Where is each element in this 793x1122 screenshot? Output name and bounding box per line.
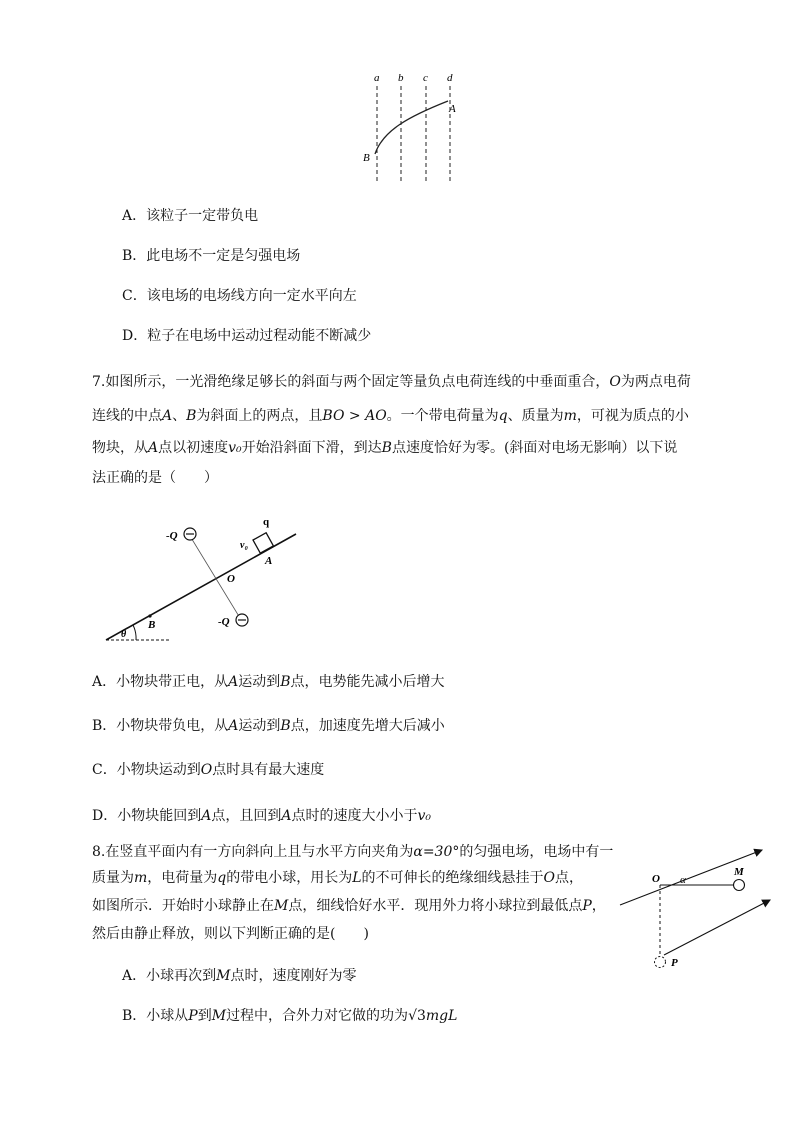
- label-d: d: [447, 72, 453, 84]
- q6-option-d: D．粒子在电场中运动过程动能不断减少: [122, 328, 372, 344]
- q7-stem-line-1: 7.如图所示，一光滑绝缘足够长的斜面与两个固定等量负点电荷连线的中垂面重合，O为两点电荷: [92, 374, 691, 390]
- label-q: q: [263, 516, 270, 528]
- label-charge-top: -Q: [166, 530, 178, 542]
- label-alpha: α: [680, 874, 686, 886]
- q7-option-b: B．小物块带负电，从A运动到B点，加速度先增大后减小: [92, 718, 445, 734]
- q6-field-figure: [355, 68, 465, 188]
- q8-option-b: B．小球从P到M过程中，合外力对它做的功为√3mgL: [122, 1008, 458, 1024]
- q6-option-c: C．该电场的电场线方向一定水平向左: [122, 288, 357, 304]
- q7-incline-figure: [100, 512, 305, 647]
- label-c: c: [423, 72, 428, 84]
- q8-stem-line-2: 质量为m，电荷量为q的带电小球，用长为L的不可伸长的绝缘细线悬挂于O点，: [92, 870, 584, 886]
- q7-option-a: A．小物块带正电，从A运动到B点，电势能先减小后增大: [92, 674, 445, 690]
- label-b: b: [398, 72, 404, 84]
- q7-option-c: C．小物块运动到O点时具有最大速度: [92, 762, 325, 778]
- label-a: a: [374, 72, 380, 84]
- q7-option-d: D．小物块能回到A点，且回到A点时的速度大小小于v₀: [92, 808, 432, 824]
- q8-stem-line-3: 如图所示．开始时小球静止在M点，细线恰好水平．现用外力将小球拉到最低点P，: [92, 898, 606, 914]
- q7-stem-line-4: 法正确的是（ ）: [92, 470, 218, 486]
- q8-stem-line-4: 然后由静止释放，则以下判断正确的是( ): [92, 926, 369, 942]
- label-charge-bottom: -Q: [218, 616, 230, 628]
- q7-stem-line-2: 连线的中点A、B为斜面上的两点，且BO > AO。一个带电荷量为q、质量为m，可视为质点的小: [92, 408, 689, 424]
- label-O: O: [652, 873, 660, 885]
- label-P: P: [671, 957, 678, 969]
- label-O: O: [227, 573, 235, 585]
- label-M: M: [734, 866, 744, 878]
- ball-at-M: [734, 880, 745, 891]
- q8-stem-line-1: 8.在竖直平面内有一方向斜向上且与水平方向夹角为α=30°的匀强电场，电场中有一: [92, 844, 614, 860]
- q7-stem-line-3: 物块，从A点以初速度v₀开始沿斜面下滑，到达B点速度恰好为零。(斜面对电场无影响）以下说: [92, 440, 678, 456]
- label-v0: v₀: [240, 540, 248, 551]
- field-line-lower: [664, 900, 770, 955]
- incline-surface: [106, 534, 296, 640]
- point-B-dot: [148, 614, 151, 617]
- label-B: B: [148, 619, 156, 631]
- particle-trajectory: [375, 101, 448, 154]
- q8-option-a: A．小球再次到M点时，速度刚好为零: [122, 968, 357, 984]
- label-theta: θ: [121, 629, 127, 640]
- label-point-A: A: [449, 103, 456, 115]
- small-block: [253, 533, 273, 553]
- angle-arc: [133, 625, 136, 640]
- q6-option-b: B．此电场不一定是匀强电场: [122, 248, 301, 264]
- label-A: A: [265, 555, 273, 567]
- q8-field-figure: [612, 845, 780, 975]
- label-point-B: B: [363, 152, 370, 164]
- ball-at-P: [655, 957, 666, 968]
- q6-option-a: A．该粒子一定带负电: [122, 208, 259, 224]
